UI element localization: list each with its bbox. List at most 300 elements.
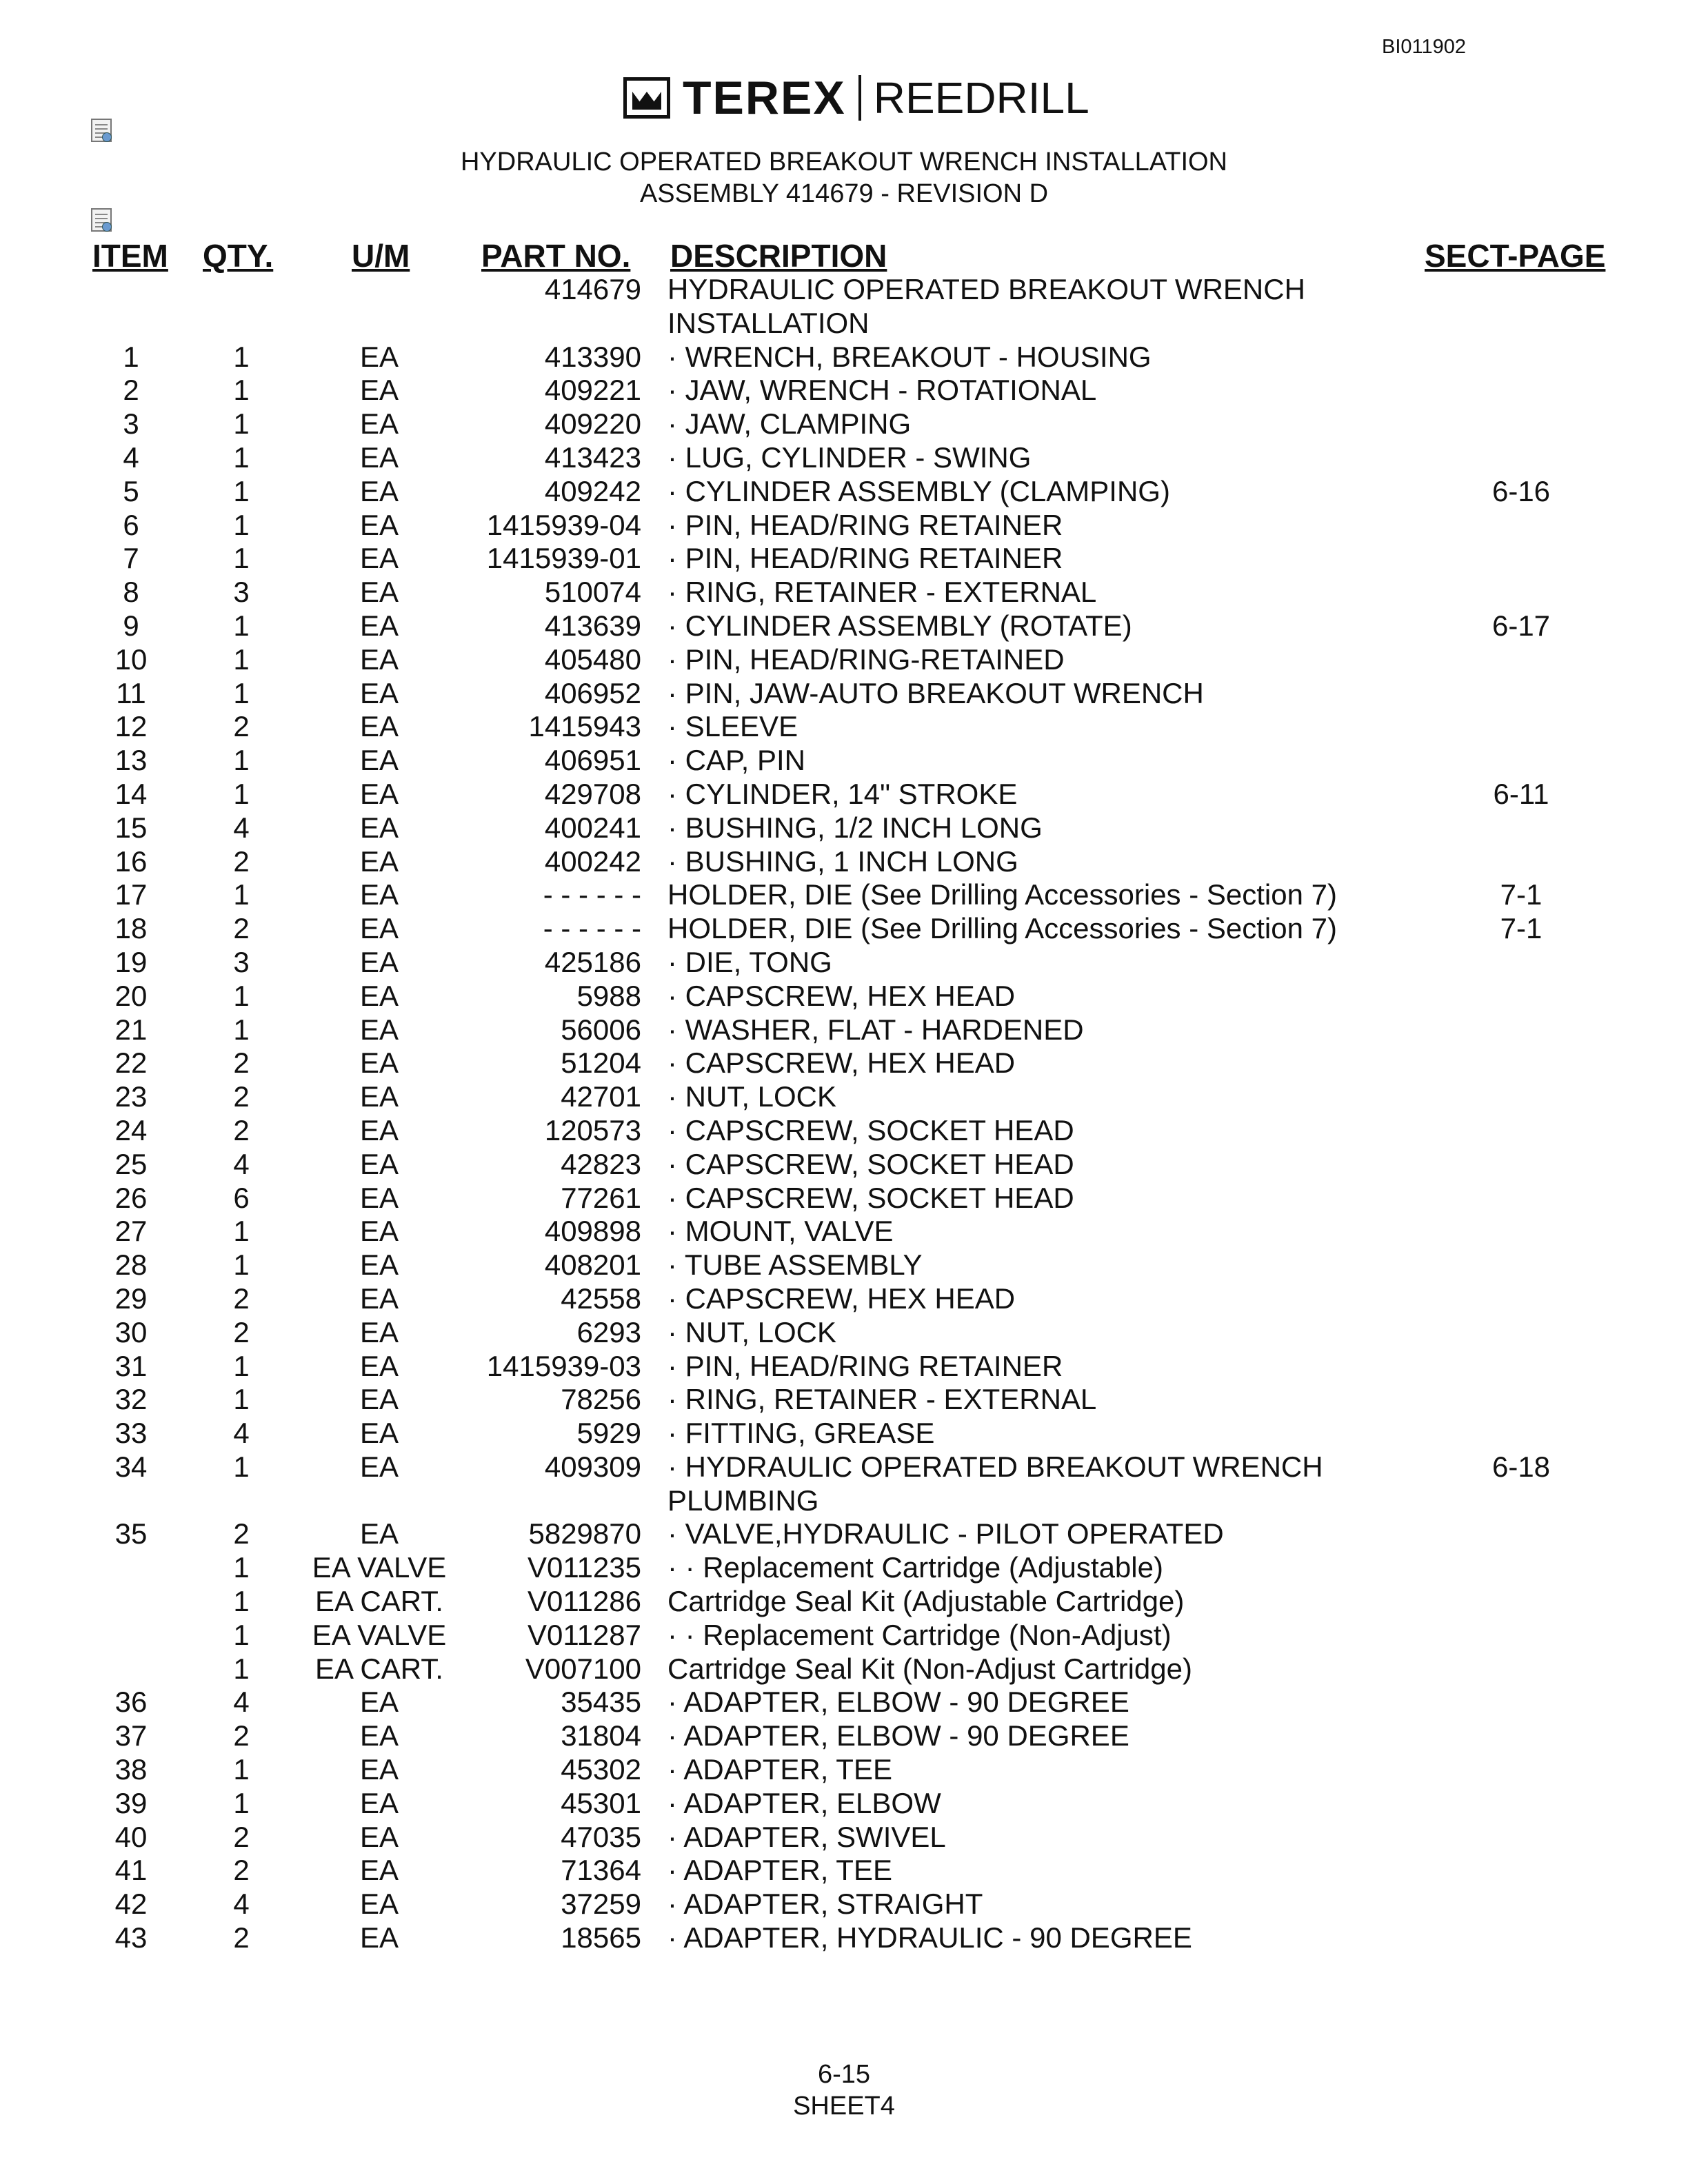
quantity-cell: 2	[233, 1282, 250, 1315]
table-row	[0, 1484, 1688, 1518]
table-row	[0, 980, 1688, 1013]
item-number-cell: 22	[114, 1046, 148, 1080]
part-number-cell: 5988	[576, 979, 641, 1012]
description-cell: · HYDRAULIC OPERATED BREAKOUT WRENCH	[667, 1450, 1323, 1483]
quantity-cell: 2	[233, 710, 250, 743]
unit-of-measure-cell: EA	[359, 1417, 399, 1450]
quantity-cell: 1	[233, 643, 250, 676]
part-number-cell: 510074	[544, 576, 641, 609]
unit-of-measure-cell: EA	[359, 1854, 399, 1887]
unit-of-measure-cell: EA	[359, 1248, 399, 1282]
description-cell: · NUT, LOCK	[667, 1080, 837, 1113]
description-cell: · RING, RETAINER - EXTERNAL	[667, 576, 1097, 609]
description-cell: · CAPSCREW, HEX HEAD	[667, 979, 1016, 1012]
table-row	[0, 609, 1688, 643]
part-number-cell: 408201	[544, 1248, 641, 1282]
item-number-cell: 25	[114, 1147, 148, 1180]
description-cell: · ADAPTER, TEE	[667, 1854, 892, 1887]
header-sect-page: SECT-PAGE	[1425, 238, 1606, 274]
unit-of-measure-cell: EA	[359, 710, 399, 743]
unit-of-measure-cell: EA	[359, 1753, 399, 1786]
document-link-icon[interactable]	[91, 119, 112, 142]
logo-product: REEDRILL	[873, 73, 1089, 123]
item-number-cell: 33	[114, 1417, 148, 1450]
sect-page-cell: 6-11	[1493, 777, 1549, 810]
document-link-icon[interactable]	[91, 208, 112, 232]
unit-of-measure-cell: EA	[359, 676, 399, 709]
header-qty: QTY.	[203, 238, 274, 274]
table-row	[0, 1080, 1688, 1114]
part-number-cell: 409898	[544, 1215, 641, 1248]
logo-divider	[858, 75, 861, 121]
part-number-cell: 405480	[544, 643, 641, 676]
logo-brand: TEREX	[683, 72, 846, 124]
table-row	[0, 576, 1688, 609]
part-number-cell: 5829870	[528, 1517, 641, 1550]
item-number-cell: 39	[114, 1786, 148, 1819]
unit-of-measure-cell: EA	[359, 1921, 399, 1954]
description-cell: · ADAPTER, STRAIGHT	[667, 1888, 983, 1921]
part-number-cell: 5929	[576, 1417, 641, 1450]
description-cell: · CYLINDER, 14" STROKE	[667, 777, 1018, 810]
unit-of-measure-cell: EA	[359, 744, 399, 777]
quantity-cell: 1	[233, 508, 250, 541]
assembly-subtitle: ASSEMBLY 414679 - REVISION D	[639, 179, 1049, 208]
part-number-cell: 42823	[561, 1147, 641, 1180]
part-number-cell: 1415939-04	[486, 508, 641, 541]
quantity-cell: 1	[233, 1248, 250, 1282]
description-cell: · ADAPTER, SWIVEL	[667, 1820, 946, 1853]
quantity-cell: 2	[233, 1719, 250, 1752]
part-number-cell: 120573	[544, 1113, 641, 1146]
item-number-cell: 7	[123, 542, 139, 575]
unit-of-measure-cell: EA	[359, 1080, 399, 1113]
description-cell: · BUSHING, 1/2 INCH LONG	[667, 811, 1043, 844]
quantity-cell: 1	[233, 1013, 250, 1046]
description-cell: · · Replacement Cartridge (Adjustable)	[667, 1551, 1163, 1584]
part-number-cell: 56006	[561, 1013, 641, 1046]
unit-of-measure-cell: EA	[359, 1686, 399, 1719]
terex-logo-icon	[623, 77, 670, 119]
description-cell: · TUBE ASSEMBLY	[667, 1248, 923, 1282]
part-number-cell: 429708	[544, 777, 641, 810]
quantity-cell: 2	[233, 1315, 250, 1348]
unit-of-measure-cell: EA	[359, 1517, 399, 1550]
quantity-cell: 2	[233, 1921, 250, 1954]
page-number: 6-15	[817, 2060, 871, 2089]
header-item: ITEM	[92, 238, 168, 274]
description-cell: HOLDER, DIE (See Drilling Accessories - Section 7)	[667, 912, 1337, 945]
description-cell: · JAW, WRENCH - ROTATIONAL	[667, 374, 1097, 407]
unit-of-measure-cell: EA	[359, 374, 399, 407]
part-number-cell: 414679	[544, 273, 641, 305]
item-number-cell: 40	[114, 1820, 148, 1853]
item-number-cell: 8	[123, 576, 139, 609]
description-cell: · DIE, TONG	[667, 945, 832, 978]
table-row	[0, 912, 1688, 946]
description-cell: · VALVE,HYDRAULIC - PILOT OPERATED	[667, 1517, 1224, 1550]
description-cell: · PIN, HEAD/RING RETAINER	[667, 508, 1063, 541]
quantity-cell: 1	[233, 441, 250, 474]
quantity-cell: 2	[233, 1820, 250, 1853]
quantity-cell: 1	[233, 474, 250, 507]
table-row	[0, 1619, 1688, 1652]
quantity-cell: 1	[233, 676, 250, 709]
description-cell: HOLDER, DIE (See Drilling Accessories - Section 7)	[667, 878, 1337, 911]
description-cell: · BUSHING, 1 INCH LONG	[667, 845, 1018, 878]
unit-of-measure-cell: EA	[359, 1215, 399, 1248]
table-row	[0, 1383, 1688, 1417]
table-row	[0, 744, 1688, 778]
table-row	[0, 1686, 1688, 1719]
description-cell: Cartridge Seal Kit (Adjustable Cartridge)	[667, 1585, 1185, 1618]
part-number-cell: 6293	[576, 1315, 641, 1348]
item-number-cell: 27	[114, 1215, 148, 1248]
header-description: DESCRIPTION	[670, 238, 887, 274]
unit-of-measure-cell: EA	[359, 945, 399, 978]
unit-of-measure-cell: EA	[359, 1147, 399, 1180]
part-number-cell: 409309	[544, 1450, 641, 1483]
part-number-cell: 47035	[561, 1820, 641, 1853]
description-cell: · FITTING, GREASE	[667, 1417, 935, 1450]
table-row	[0, 1248, 1688, 1282]
unit-of-measure-cell: EA	[359, 1315, 399, 1348]
quantity-cell: 1	[233, 878, 250, 911]
item-number-cell: 34	[114, 1450, 148, 1483]
quantity-cell: 1	[233, 1618, 250, 1651]
unit-of-measure-cell: EA	[359, 1181, 399, 1214]
unit-of-measure-cell: EA	[359, 845, 399, 878]
quantity-cell: 1	[233, 407, 250, 441]
item-number-cell: 11	[116, 676, 146, 709]
parts-table	[0, 273, 1688, 1955]
quantity-cell: 6	[233, 1181, 250, 1214]
quantity-cell: 1	[233, 1551, 250, 1584]
table-row	[0, 710, 1688, 744]
quantity-cell: 2	[233, 1854, 250, 1887]
item-number-cell: 28	[114, 1248, 148, 1282]
description-cell: · PIN, JAW-AUTO BREAKOUT WRENCH	[667, 676, 1204, 709]
sheet-number: SHEET4	[793, 2092, 895, 2121]
unit-of-measure-cell: EA	[359, 340, 399, 373]
item-number-cell: 16	[114, 845, 148, 878]
quantity-cell: 1	[233, 979, 250, 1012]
item-number-cell: 30	[114, 1315, 148, 1348]
description-cell: · CAPSCREW, SOCKET HEAD	[667, 1181, 1074, 1214]
description-cell: · NUT, LOCK	[667, 1315, 837, 1348]
unit-of-measure-cell: EA	[359, 1786, 399, 1819]
header-um: U/M	[352, 238, 410, 274]
table-row	[0, 1888, 1688, 1921]
table-row	[0, 1551, 1688, 1585]
description-cell: · PIN, HEAD/RING-RETAINED	[667, 643, 1065, 676]
part-number-cell: 400241	[544, 811, 641, 844]
part-number-cell: 45301	[561, 1786, 641, 1819]
unit-of-measure-cell: EA	[359, 441, 399, 474]
description-cell: · PIN, HEAD/RING RETAINER	[667, 1349, 1063, 1382]
item-number-cell: 41	[114, 1854, 148, 1887]
part-number-cell: 400242	[544, 845, 641, 878]
unit-of-measure-cell: EA	[359, 777, 399, 810]
table-row	[0, 1316, 1688, 1350]
table-row	[0, 341, 1688, 374]
table-row	[0, 1517, 1688, 1551]
unit-of-measure-cell: EA	[359, 508, 399, 541]
part-number-cell: 51204	[561, 1046, 641, 1080]
table-row	[0, 1821, 1688, 1854]
table-row	[0, 509, 1688, 543]
quantity-cell: 2	[233, 1113, 250, 1146]
unit-of-measure-cell: EA	[359, 609, 399, 642]
part-number-cell: - - - - - -	[543, 878, 641, 911]
part-number-cell: 406952	[544, 676, 641, 709]
item-number-cell: 19	[114, 945, 148, 978]
quantity-cell: 4	[233, 1147, 250, 1180]
item-number-cell: 1	[123, 340, 139, 373]
item-number-cell: 20	[114, 979, 148, 1012]
quantity-cell: 1	[233, 1215, 250, 1248]
part-number-cell: 413639	[544, 609, 641, 642]
table-row	[0, 475, 1688, 509]
unit-of-measure-cell: EA	[359, 1046, 399, 1080]
part-number-cell: - - - - - -	[543, 912, 641, 945]
unit-of-measure-cell: EA	[359, 1719, 399, 1752]
description-cell: PLUMBING	[667, 1484, 819, 1517]
quantity-cell: 4	[233, 1888, 250, 1921]
unit-of-measure-cell: EA	[359, 1113, 399, 1146]
quantity-cell: 1	[233, 1349, 250, 1382]
part-number-cell: 1415943	[528, 710, 641, 743]
unit-of-measure-cell: EA	[359, 878, 399, 911]
description-cell: · CAPSCREW, HEX HEAD	[667, 1046, 1016, 1080]
unit-of-measure-cell: EA	[359, 474, 399, 507]
document-id: BI011902	[1382, 36, 1467, 58]
item-number-cell: 6	[123, 508, 139, 541]
description-cell: INSTALLATION	[667, 306, 870, 339]
table-row	[0, 643, 1688, 677]
table-row	[0, 1450, 1688, 1484]
description-cell: · CAPSCREW, SOCKET HEAD	[667, 1147, 1074, 1180]
item-number-cell: 36	[114, 1686, 148, 1719]
item-number-cell: 5	[123, 474, 139, 507]
part-number-cell: 42701	[561, 1080, 641, 1113]
table-row	[0, 1114, 1688, 1148]
part-number-cell: 409220	[544, 407, 641, 441]
part-number-cell: 71364	[561, 1854, 641, 1887]
quantity-cell: 1	[233, 609, 250, 642]
description-cell: · PIN, HEAD/RING RETAINER	[667, 542, 1063, 575]
table-row	[0, 407, 1688, 441]
table-row	[0, 1282, 1688, 1316]
item-number-cell: 10	[114, 643, 148, 676]
unit-of-measure-cell: EA	[359, 811, 399, 844]
description-cell: · RING, RETAINER - EXTERNAL	[667, 1383, 1097, 1416]
item-number-cell: 26	[114, 1181, 148, 1214]
part-number-cell: V011286	[527, 1585, 641, 1618]
unit-of-measure-cell: EA	[359, 1013, 399, 1046]
part-number-cell: 406951	[544, 744, 641, 777]
table-row	[0, 273, 1688, 307]
item-number-cell: 2	[123, 374, 139, 407]
table-row	[0, 1652, 1688, 1686]
table-row	[0, 1719, 1688, 1753]
description-cell: · MOUNT, VALVE	[667, 1215, 894, 1248]
item-number-cell: 42	[114, 1888, 148, 1921]
item-number-cell: 4	[123, 441, 139, 474]
table-row	[0, 1046, 1688, 1080]
part-number-cell: 37259	[561, 1888, 641, 1921]
quantity-cell: 4	[233, 1417, 250, 1450]
description-cell: Cartridge Seal Kit (Non-Adjust Cartridge)	[667, 1652, 1192, 1685]
table-row	[0, 1182, 1688, 1215]
unit-of-measure-cell: EA	[359, 1888, 399, 1921]
description-cell: · CAP, PIN	[667, 744, 805, 777]
quantity-cell: 1	[233, 1585, 250, 1618]
unit-of-measure-cell: EA	[359, 1349, 399, 1382]
description-cell: · WRENCH, BREAKOUT - HOUSING	[667, 340, 1152, 373]
quantity-cell: 3	[233, 945, 250, 978]
part-number-cell: V007100	[525, 1652, 641, 1685]
table-row	[0, 1148, 1688, 1182]
sect-page-cell: 6-18	[1491, 1450, 1551, 1483]
unit-of-measure-cell: EA	[359, 1282, 399, 1315]
unit-of-measure-cell: EA	[359, 576, 399, 609]
unit-of-measure-cell: EA VALVE	[312, 1618, 447, 1651]
quantity-cell: 1	[233, 1450, 250, 1483]
part-number-cell: 77261	[561, 1181, 641, 1214]
quantity-cell: 1	[233, 1652, 250, 1685]
part-number-cell: 1415939-03	[486, 1349, 641, 1382]
part-number-cell: 31804	[561, 1719, 641, 1752]
header-part-no: PART NO.	[481, 238, 631, 274]
description-cell: · CAPSCREW, HEX HEAD	[667, 1282, 1016, 1315]
table-row	[0, 1585, 1688, 1619]
quantity-cell: 2	[233, 1517, 250, 1550]
item-number-cell: 29	[114, 1282, 148, 1315]
description-cell: · ADAPTER, HYDRAULIC - 90 DEGREE	[667, 1921, 1192, 1954]
description-cell: HYDRAULIC OPERATED BREAKOUT WRENCH	[667, 273, 1305, 305]
item-number-cell: 32	[114, 1383, 148, 1416]
item-number-cell: 15	[114, 811, 148, 844]
quantity-cell: 2	[233, 845, 250, 878]
item-number-cell: 37	[114, 1719, 148, 1752]
item-number-cell: 35	[114, 1517, 148, 1550]
quantity-cell: 1	[233, 1383, 250, 1416]
table-row	[0, 677, 1688, 711]
table-row	[0, 1787, 1688, 1821]
quantity-cell: 3	[233, 576, 250, 609]
item-number-cell: 31	[114, 1349, 148, 1382]
description-cell: · CYLINDER ASSEMBLY (CLAMPING)	[667, 474, 1170, 507]
item-number-cell: 43	[114, 1921, 148, 1954]
quantity-cell: 4	[233, 811, 250, 844]
part-number-cell: 413390	[544, 340, 641, 373]
quantity-cell: 1	[233, 777, 250, 810]
part-number-cell: 409242	[544, 474, 641, 507]
part-number-cell: V011287	[527, 1618, 641, 1651]
part-number-cell: 18565	[561, 1921, 641, 1954]
table-row	[0, 1215, 1688, 1248]
description-cell: · CYLINDER ASSEMBLY (ROTATE)	[667, 609, 1132, 642]
table-row	[0, 1417, 1688, 1450]
table-row	[0, 1753, 1688, 1787]
table-row	[0, 1854, 1688, 1888]
unit-of-measure-cell: EA VALVE	[312, 1551, 447, 1584]
part-number-cell: 78256	[561, 1383, 641, 1416]
unit-of-measure-cell: EA	[359, 643, 399, 676]
table-row	[0, 946, 1688, 980]
table-row	[0, 441, 1688, 475]
quantity-cell: 2	[233, 1080, 250, 1113]
description-cell: · JAW, CLAMPING	[667, 407, 912, 441]
item-number-cell: 18	[114, 912, 148, 945]
quantity-cell: 1	[233, 1786, 250, 1819]
table-row	[0, 374, 1688, 407]
sect-page-cell: 7-1	[1500, 878, 1543, 911]
item-number-cell: 13	[114, 744, 148, 777]
terex-reedrill-logo	[623, 72, 1089, 124]
sect-page-cell: 6-16	[1491, 474, 1551, 507]
item-number-cell: 12	[114, 710, 148, 743]
quantity-cell: 1	[233, 374, 250, 407]
part-number-cell: 35435	[561, 1686, 641, 1719]
unit-of-measure-cell: EA	[359, 1383, 399, 1416]
description-cell: · ADAPTER, ELBOW - 90 DEGREE	[667, 1719, 1129, 1752]
part-number-cell: 413423	[544, 441, 641, 474]
table-row	[0, 845, 1688, 879]
page-title: HYDRAULIC OPERATED BREAKOUT WRENCH INSTALLATION	[460, 148, 1228, 176]
table-row	[0, 307, 1688, 341]
unit-of-measure-cell: EA CART.	[315, 1652, 443, 1685]
item-number-cell: 9	[123, 609, 139, 642]
description-cell: · SLEEVE	[667, 710, 798, 743]
part-number-cell: 409221	[544, 374, 641, 407]
unit-of-measure-cell: EA	[359, 912, 399, 945]
quantity-cell: 1	[233, 744, 250, 777]
description-cell: · LUG, CYLINDER - SWING	[667, 441, 1032, 474]
table-row	[0, 1350, 1688, 1384]
unit-of-measure-cell: EA	[359, 1820, 399, 1853]
description-cell: · ADAPTER, ELBOW	[667, 1786, 941, 1819]
quantity-cell: 1	[233, 542, 250, 575]
unit-of-measure-cell: EA CART.	[315, 1585, 443, 1618]
unit-of-measure-cell: EA	[359, 979, 399, 1012]
quantity-cell: 1	[233, 1753, 250, 1786]
table-row	[0, 811, 1688, 845]
item-number-cell: 21	[114, 1013, 148, 1046]
table-row	[0, 878, 1688, 912]
item-number-cell: 38	[114, 1753, 148, 1786]
part-number-cell: 42558	[561, 1282, 641, 1315]
quantity-cell: 2	[233, 912, 250, 945]
unit-of-measure-cell: EA	[359, 1450, 399, 1483]
sect-page-cell: 7-1	[1500, 912, 1543, 945]
part-number-cell: V011235	[527, 1551, 641, 1584]
description-cell: · CAPSCREW, SOCKET HEAD	[667, 1113, 1074, 1146]
item-number-cell: 23	[114, 1080, 148, 1113]
part-number-cell: 425186	[544, 945, 641, 978]
part-number-cell: 45302	[561, 1753, 641, 1786]
description-cell: · WASHER, FLAT - HARDENED	[667, 1013, 1084, 1046]
part-number-cell: 1415939-01	[486, 542, 641, 575]
quantity-cell: 4	[233, 1686, 250, 1719]
item-number-cell: 14	[114, 777, 148, 810]
description-cell: · · Replacement Cartridge (Non-Adjust)	[667, 1618, 1172, 1651]
table-row	[0, 778, 1688, 811]
quantity-cell: 2	[233, 1046, 250, 1080]
item-number-cell: 3	[123, 407, 139, 441]
description-cell: · ADAPTER, TEE	[667, 1753, 892, 1786]
